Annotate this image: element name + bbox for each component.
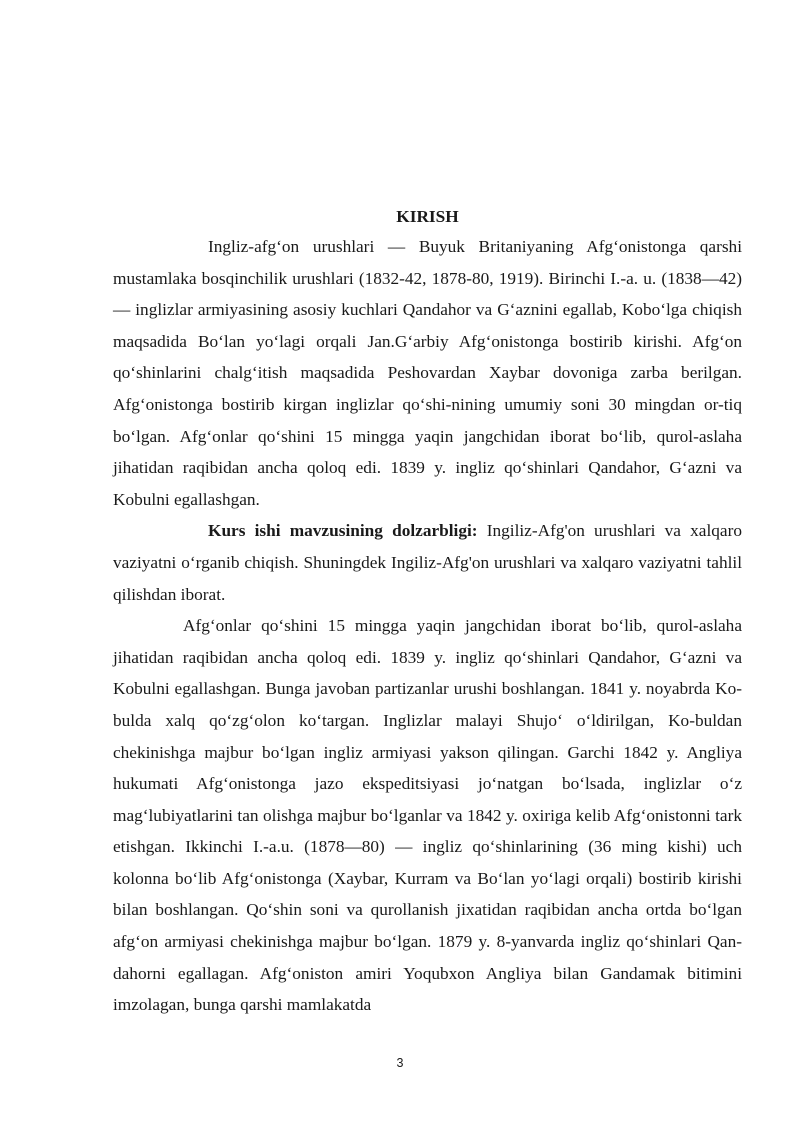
intro-paragraph-text: Ingliz-afg‘on urushlari — Buyuk Britaniyaning Afg‘onistonga qarshi mustamlaka bosqinchilik urushlari (1832-42, 1878-80, 1919). Birinchi I.-a. u. (1838—42) — inglizlar armiyasining asosiy kuchlari Qandahor va G‘aznini egallab, Kobo‘lga chiqish maqsadida Bo‘lan yo‘lagi orqali Jan.G‘arbiy Afg‘onistonga bostirib kirishi. Afg‘on qo‘shinlarini chalg‘itish maqsadida Peshovardan Xaybar dovoniga zarba berilgan. Afg‘onistonga bostirib kirgan inglizlar qo‘shi-nining umumiy soni 30 mingdan or-tiq bo‘lgan. Afg‘onlar qo‘shini 15 mingga yaqin jangchidan iborat bo‘lib, qurol-aslaha jihatidan raqibidan ancha qoloq edi. 1839 y. ingliz qo‘shinlari Qandahor, G‘azni va Kobulni egallashgan. (113, 237, 742, 509)
page-number: 3 (396, 1056, 404, 1070)
document-body (113, 203, 742, 1021)
relevance-paragraph-text: Ingiliz-Afg'on urushlari va xalqaro vaziyatni o‘rganib chiqish. Shuningdek Ingiliz-Afg'on urushlari va xalqaro vaziyatni tahlil qilishdan iborat. (113, 521, 742, 604)
relevance-paragraph (113, 515, 742, 610)
relevance-lead: Kurs ishi mavzusining dolzarbligi: (208, 521, 478, 541)
section-title: KIRISH (396, 207, 459, 226)
history-paragraph-text: Afg‘onlar qo‘shini 15 mingga yaqin jangchidan iborat bo‘lib, qurol-aslaha jihatidan raqibidan ancha qoloq edi. 1839 y. ingliz qo‘shinlari Qandahor, G‘azni va Kobulni egallashgan. Bunga javoban partizanlar urushi boshlangan. 1841 y. noyabrda Ko-bulda xalq qo‘zg‘olon ko‘targan. Inglizlar malayi Shujo‘ o‘ldirilgan, Ko-buldan chekinishga majbur bo‘lgan ingliz armiyasi yakson qilingan. Garchi 1842 y. Angliya hukumati Afg‘onistonga jazo ekspeditsiyasi jo‘natgan bo‘lsada, inglizlar o‘z mag‘lubiyatlarini tan olishga majbur bo‘lganlar va 1842 y. oxiriga kelib Afg‘onistonni tark etishgan. Ikkinchi I.-a.u. (1878—80) — ingliz qo‘shinlarining (36 ming kishi) uch kolonna bo‘lib Afg‘onistonga (Xaybar, Kurram va Bo‘lan yo‘lagi orqali) bostirib kirishi bilan boshlangan. Qo‘shin soni va qurollanish jixatidan raqibidan ancha ortda bo‘lgan afg‘on armiyasi chekinishga majbur bo‘lgan. 1879 y. 8-yanvarda ingliz qo‘shinlari Qan-dahorni egallagan. Afg‘oniston amiri Yoqubxon Angliya bilan Gandamak bitimini imzolagan, bunga qarshi mamlakatda (113, 616, 742, 1015)
intro-paragraph (113, 231, 742, 515)
history-paragraph (113, 610, 742, 1021)
